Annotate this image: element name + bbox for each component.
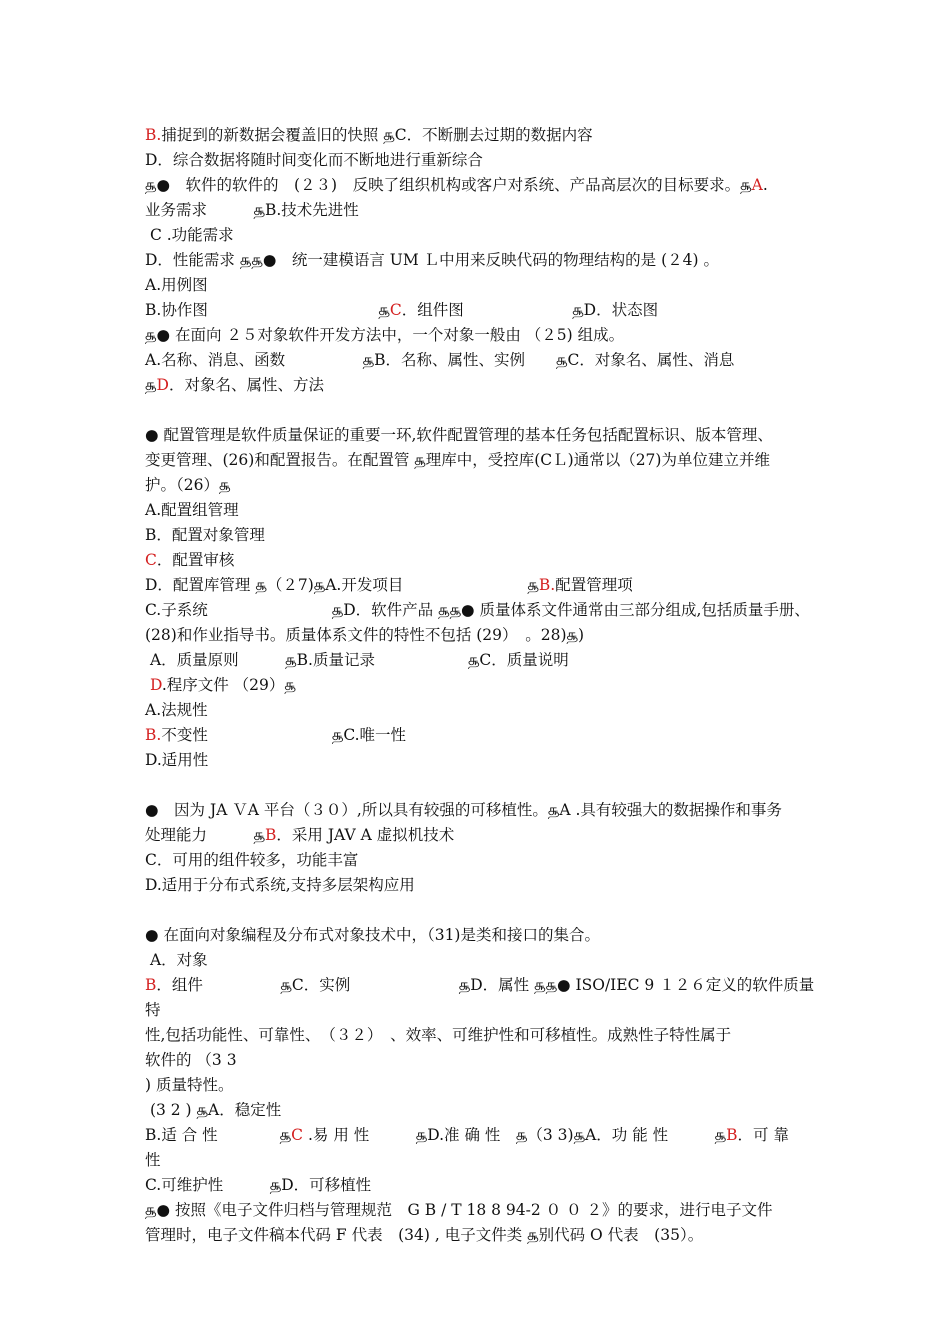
text-line	[145, 723, 815, 748]
text-segment: 业务需求 ௲B.技术先进性	[145, 201, 359, 219]
text-segment: C.可维护性 ௲D．可移植性	[145, 1176, 372, 1194]
answer-marker: B.	[538, 576, 556, 594]
text-line	[145, 673, 815, 698]
text-line	[145, 1098, 815, 1123]
answer-marker: D	[149, 676, 162, 694]
text-line	[145, 973, 815, 1023]
answer-marker: C	[389, 301, 402, 319]
text-segment: 变更管理、(26)和配置报告。在配置管 ௲理库中，受控库(CＬ)通常以（27)为单位建立并维	[145, 451, 770, 469]
text-segment: .程序文件 （29）௲	[161, 676, 296, 694]
text-segment: ● 在面向对象编程及分布式对象技术中，（31)是类和接口的集合。	[145, 926, 600, 944]
text-segment: ௲● 按照《电子文件归档与管理规范 G B / T 18 8 94-2 ０ ０ ２》的要求，进行电子文件	[145, 1201, 773, 1219]
answer-marker: A	[751, 176, 763, 194]
text-segment: .	[762, 176, 768, 194]
text-segment: C .功能需求	[145, 226, 234, 244]
text-segment: ．组件 ௲C．实例 ௲D．属性 ௲௲● ISO/IEC 9 １２６定义的软件质量特	[145, 976, 815, 1019]
text-line	[145, 1073, 815, 1098]
text-segment: ．配置审核	[156, 551, 235, 569]
text-segment: 处理能力 ௲	[145, 826, 265, 844]
text-line	[145, 1223, 815, 1248]
text-line	[145, 598, 815, 623]
text-segment: D．配置库管理 ௲（２7)௲A.开发项目 ௲	[145, 576, 539, 594]
text-segment: A.法规性	[145, 701, 208, 719]
text-line	[145, 1198, 815, 1223]
text-segment: ● 配置管理是软件质量保证的重要一环,软件配置管理的基本任务包括配置标识、版本管理、	[145, 426, 773, 444]
text-line	[145, 373, 815, 398]
text-segment: 护。（26）௲	[145, 476, 231, 494]
text-line	[145, 873, 815, 898]
text-line	[145, 698, 815, 723]
text-segment: D.适用于分布式系统,支持多层架构应用	[145, 876, 415, 894]
text-segment: 管理时，电子文件稿本代码 F 代表 (34) , 电子文件类 ௲别代码 O 代表 (35）。	[145, 1226, 704, 1244]
text-line	[145, 948, 815, 973]
text-segment: ● 因为 JA ＶA 平台（３０）,所以具有较强的可移植性。௲A .具有较强大的数据操作和事务	[145, 801, 782, 819]
text-line	[145, 623, 815, 648]
text-line	[145, 423, 815, 448]
text-line	[145, 923, 815, 948]
text-segment: ．采用 JAV A 虚拟机技术	[276, 826, 455, 844]
text-segment: C．可用的组件较多，功能丰富	[145, 851, 359, 869]
text-segment: D．性能需求 ௲௲● 统一建模语言 UM Ｌ中用来反映代码的物理结构的是 (２4) 。	[145, 251, 719, 269]
document-body	[145, 123, 815, 1248]
text-segment: ．对象名、属性、方法	[168, 376, 324, 394]
text-line	[145, 523, 815, 548]
text-line	[145, 898, 815, 923]
text-line	[145, 498, 815, 523]
text-segment: A．对象	[145, 951, 208, 969]
text-line	[145, 448, 815, 473]
text-segment: D．综合数据将随时间变化而不断地进行重新综合	[145, 151, 483, 169]
text-segment: ．组件图 ௲D．状态图	[401, 301, 659, 319]
text-line	[145, 173, 815, 198]
text-line	[145, 1173, 815, 1198]
answer-marker: B.	[145, 726, 162, 744]
text-line	[145, 248, 815, 273]
text-line	[145, 298, 815, 323]
text-line	[145, 848, 815, 873]
text-line	[145, 223, 815, 248]
text-segment: 配置管理项	[555, 576, 633, 594]
text-segment: 不变性 ௲C.唯一性	[161, 726, 407, 744]
text-line	[145, 148, 815, 173]
text-segment: .易 用 性 ௲D.准 确 性 ௲（3 3)௲A．功 能 性 ௲	[303, 1126, 727, 1144]
text-line	[145, 548, 815, 573]
answer-marker: B	[726, 1126, 738, 1144]
text-line	[145, 273, 815, 298]
answer-marker: C	[291, 1126, 304, 1144]
text-segment: B．配置对象管理	[145, 526, 265, 544]
text-line	[145, 748, 815, 773]
text-segment: 性	[145, 1151, 161, 1169]
text-line	[145, 348, 815, 373]
text-segment: 捕捉到的新数据会覆盖旧的快照 ௲C．不断删去过期的数据内容	[161, 126, 593, 144]
text-segment: ) 质量特性。	[145, 1076, 234, 1094]
text-line	[145, 323, 815, 348]
text-line	[145, 1148, 815, 1173]
text-segment: A.用例图	[145, 276, 208, 294]
text-line	[145, 398, 815, 423]
text-line	[145, 1123, 815, 1148]
text-line	[145, 1048, 815, 1073]
text-segment: A.配置组管理	[145, 501, 239, 519]
text-segment: (3 2 ) ௲A．稳定性	[145, 1101, 282, 1119]
text-line	[145, 473, 815, 498]
text-line	[145, 648, 815, 673]
text-segment: C.子系统 ௲D．软件产品 ௲௲● 质量体系文件通常由三部分组成,包括质量手册、	[145, 601, 810, 619]
text-segment: D.适用性	[145, 751, 209, 769]
text-line	[145, 773, 815, 798]
answer-marker: B	[265, 826, 277, 844]
text-segment: A.名称、消息、函数 ௲B．名称、属性、实例 ௲C．对象名、属性、消息	[145, 351, 735, 369]
answer-marker: B.	[145, 126, 162, 144]
text-line	[145, 123, 815, 148]
text-segment: ௲● 在面向 ２５对象软件开发方法中，一个对象一般由 （２5) 组成。	[145, 326, 625, 344]
answer-marker: C	[145, 551, 157, 569]
text-line	[145, 1023, 815, 1048]
text-segment: (28)和作业指导书。质量体系文件的特性不包括 (29） 。28)௲)	[145, 626, 585, 644]
text-line	[145, 798, 815, 823]
text-segment: 性,包括功能性、可靠性、 （３２） 、效率、可维护性和可移植性。成熟性子特性属于	[145, 1026, 732, 1044]
text-segment: B.适 合 性 ௲	[145, 1126, 292, 1144]
answer-marker: D	[156, 376, 169, 394]
text-segment: A．质量原则 ௲B.质量记录 ௲C．质量说明	[145, 651, 569, 669]
text-line	[145, 198, 815, 223]
text-line	[145, 573, 815, 598]
text-segment: ௲● 软件的软件的 (２３) 反映了组织机构或客户对系统、产品高层次的目标要求。௲	[145, 176, 752, 194]
text-segment: ．可 靠	[737, 1126, 789, 1144]
answer-marker: B	[145, 976, 157, 994]
text-segment: B.协作图 ௲	[145, 301, 390, 319]
text-line	[145, 823, 815, 848]
text-segment: 软件的 （3 3	[145, 1051, 237, 1069]
text-segment: ௲	[145, 376, 157, 394]
